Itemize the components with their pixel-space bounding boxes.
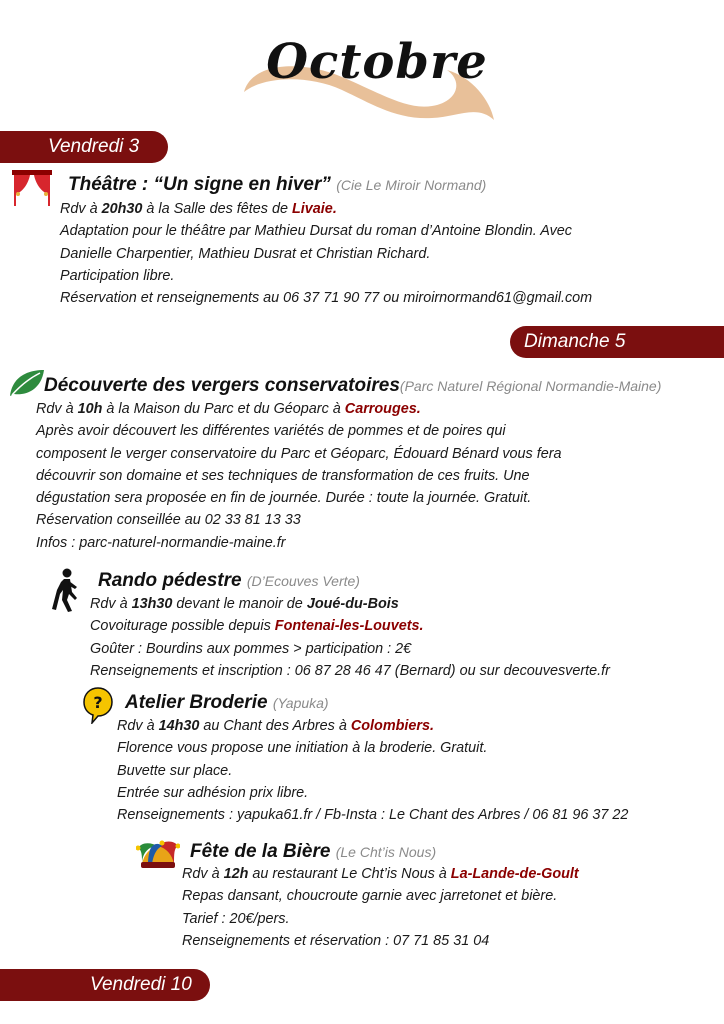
contact-line: Réservation et renseignements au 06 37 71 90 77 ou miroirnormand61@gmail.com (60, 290, 593, 307)
place-name: Carrouges. (344, 401, 421, 417)
place-name: Livaie. (292, 201, 337, 217)
rdv-line: Rdv à 13h30 devant le manoir de Joué-du-Bois (90, 596, 399, 612)
place-name: La-Lande-de-Goult (450, 866, 579, 882)
jester-hat-icon (136, 838, 180, 870)
event-organizer: (Cie Le Miroir Normand) (336, 177, 487, 193)
event-organizer: (Le Cht’is Nous) (335, 844, 437, 860)
contact-line: Renseignements et inscription : 06 87 28 46 47 (Bernard) ou sur decouvesverte.fr (90, 662, 610, 679)
rdv-line: Rdv à 12h au restaurant Le Cht’is Nous à La-Lande-de-Goult (182, 866, 579, 882)
rdv-line: Rdv à 10h à la Maison du Parc et du Géoparc à Carrouges. (36, 401, 421, 417)
event-organizer: (Yapuka) (272, 695, 329, 711)
event-details-rando (90, 593, 610, 682)
detail-line: Adaptation pour le théâtre par Mathieu Dursat du roman d’Antoine Blondin. Avec (60, 223, 572, 240)
detail-line: dégustation sera proposée en fin de journée. Durée : toute la journée. Gratuit. (36, 490, 532, 507)
question-bubble-icon (82, 686, 114, 724)
event-title-vergers: Découverte des vergers conservatoires(Parc Naturel Régional Normandie-Maine) (44, 375, 662, 396)
rdv-line: Rdv à 20h30 à la Salle des fêtes de Livaie. (60, 201, 337, 217)
event-title-theatre: Théâtre : “Un signe en hiver” (Cie Le Miroir Normand) (68, 174, 487, 195)
detail-line: composent le verger conservatoire du Parc et Géoparc, Édouard Bénard vous fera (36, 445, 562, 462)
month-header (232, 22, 502, 132)
day-label-vendredi-3: Vendredi 3 (0, 131, 168, 163)
detail-line: Participation libre. (60, 267, 175, 284)
detail-line: Tarief : 20€/pers. (182, 910, 290, 927)
leaf-icon (8, 368, 46, 398)
contact-line: Réservation conseillée au 02 33 81 13 33 (36, 512, 301, 529)
detail-line: Après avoir découvert les différentes variétés de pommes et de poires qui (36, 423, 506, 440)
event-details-biere (182, 863, 579, 952)
day-label-vendredi-10: Vendredi 10 (0, 969, 210, 1001)
detail-line: Covoiturage possible depuis Fontenai-les-Louvets. (90, 618, 424, 635)
event-title-broderie: Atelier Broderie (Yapuka) (125, 692, 329, 713)
detail-line: Entrée sur adhésion prix libre. (117, 784, 309, 801)
walking-person-icon (50, 568, 82, 612)
svg-text:?: ? (93, 693, 103, 712)
event-title-biere: Fête de la Bière (Le Cht’is Nous) (190, 841, 437, 862)
day-label-dimanche-5: Dimanche 5 (510, 326, 724, 358)
theater-curtain-icon (12, 170, 52, 206)
event-organizer: (Parc Naturel Régional Normandie-Maine) (399, 378, 662, 394)
detail-line: Repas dansant, choucroute garnie avec jarretonet et bière. (182, 888, 558, 905)
contact-line: Renseignements : yapuka61.fr / Fb-Insta : Le Chant des Arbres / 06 81 96 37 22 (117, 807, 629, 824)
detail-line: Danielle Charpentier, Mathieu Dusrat et Christian Richard. (60, 245, 431, 262)
detail-line: Goûter : Bourdins aux pommes > participation : 2€ (90, 640, 412, 657)
place-name: Joué-du-Bois (306, 596, 399, 612)
contact-line: Infos : parc-naturel-normandie-maine.fr (36, 534, 286, 551)
contact-line: Renseignements et réservation : 07 71 85 31 04 (182, 932, 490, 949)
rdv-line: Rdv à 14h30 au Chant des Arbres à Colombiers. (117, 718, 435, 734)
page-title: Octobre (266, 34, 488, 90)
detail-line: Florence vous propose une initiation à la broderie. Gratuit. (117, 740, 488, 757)
place-name: Colombiers. (350, 718, 435, 734)
event-title-rando: Rando pédestre (D’Ecouves Verte) (98, 570, 360, 591)
detail-line: Buvette sur place. (117, 762, 233, 779)
event-organizer: (D’Ecouves Verte) (246, 573, 360, 589)
event-details-theatre (60, 198, 592, 309)
event-details-vergers (36, 398, 562, 554)
event-details-broderie (117, 715, 628, 826)
place-name: Fontenai-les-Louvets. (274, 618, 424, 635)
detail-line: découvrir son domaine et ses techniques de transformation de ces fruits. Une (36, 467, 530, 484)
